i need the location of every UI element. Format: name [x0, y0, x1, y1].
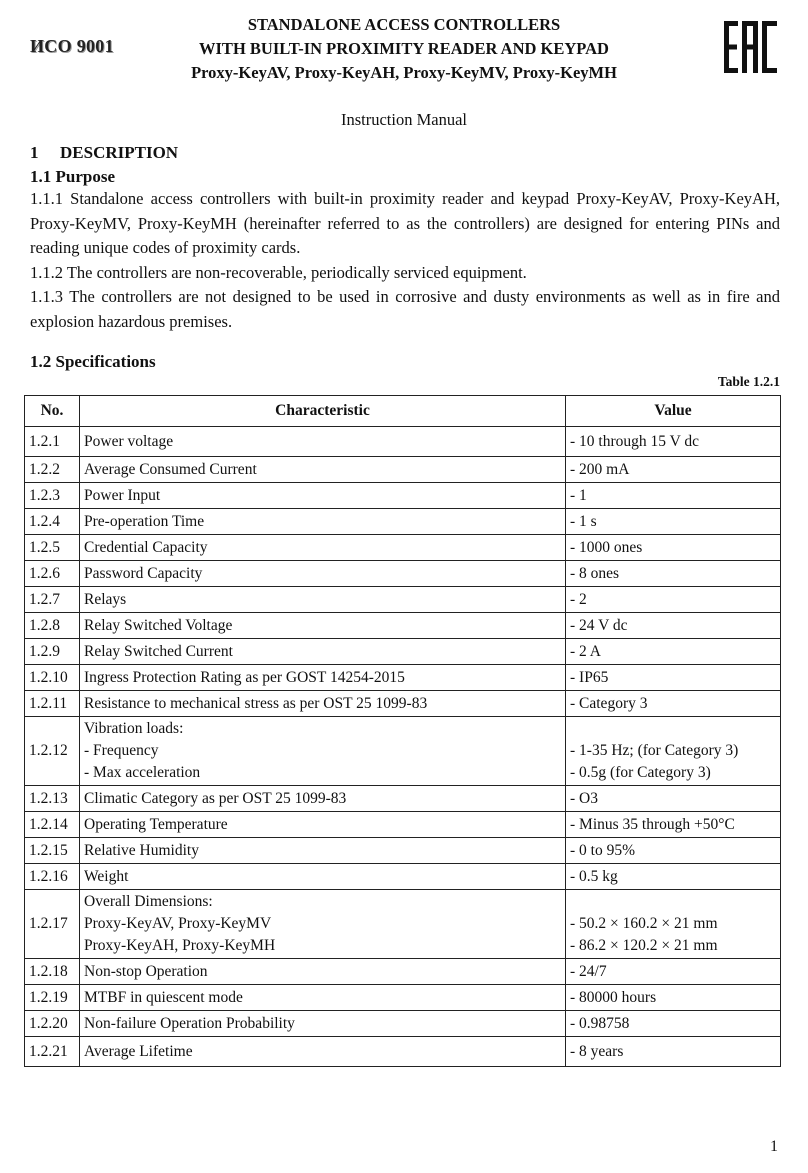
value-line: - 0.98758 — [570, 1014, 630, 1032]
cell-characteristic — [80, 985, 566, 1011]
document-subtitle: Instruction Manual — [340, 110, 467, 129]
value-line: - 10 through 15 V dc — [570, 432, 700, 450]
title-line-1: STANDALONE ACCESS CONTROLLERS — [247, 15, 561, 34]
table-row — [25, 639, 781, 665]
cell-no: 1.2.7 — [25, 587, 80, 613]
cell-value — [566, 1037, 781, 1067]
section-1-title: DESCRIPTION — [60, 143, 179, 162]
table-row — [25, 561, 781, 587]
cell-no: 1.2.3 — [25, 483, 80, 509]
column-header-value: Value — [566, 396, 781, 427]
section-1-heading — [30, 143, 178, 163]
value-line: - 2 A — [570, 642, 601, 660]
value-line: - 80000 hours — [570, 988, 657, 1006]
table-row — [25, 665, 781, 691]
cell-no: 1.2.9 — [25, 639, 80, 665]
cell-no: 1.2.15 — [25, 838, 80, 864]
section-1-number: 1 — [30, 143, 39, 162]
table-row — [25, 812, 781, 838]
value-line: - 0.5 kg — [570, 867, 618, 885]
characteristic-line: Non-failure Operation Probability — [84, 1014, 295, 1032]
table-row — [25, 587, 781, 613]
value-line: - 200 mA — [570, 460, 630, 478]
cell-no: 1.2.17 — [25, 890, 80, 959]
cell-no: 1.2.19 — [25, 985, 80, 1011]
cell-value — [566, 561, 781, 587]
table-row — [25, 985, 781, 1011]
characteristic-line: - Max acceleration — [84, 764, 201, 781]
paragraph-1-1-3: 1.1.3 The controllers are not designed to be used in corrosive and dusty environments as well as in fire and explosion hazardous premises. — [30, 287, 780, 331]
cell-characteristic — [80, 890, 566, 959]
iso-9001-mark: ИСО 9001 — [30, 36, 114, 56]
cell-no: 1.2.13 — [25, 786, 80, 812]
cell-value — [566, 890, 781, 959]
characteristic-line: Vibration loads: — [84, 720, 184, 737]
cell-no: 1.2.5 — [25, 535, 80, 561]
characteristic-line: Relay Switched Voltage — [84, 616, 233, 634]
characteristic-line: Relay Switched Current — [84, 642, 233, 660]
value-line: - 0 to 95% — [570, 841, 636, 859]
value-line: - 1-35 Hz; (for Category 3) — [570, 742, 739, 759]
table-row — [25, 457, 781, 483]
characteristic-line: Password Capacity — [84, 564, 203, 582]
cell-characteristic — [80, 717, 566, 786]
value-line: - 24 V dc — [570, 616, 628, 634]
characteristic-line: Resistance to mechanical stress as per OST 25 1099-83 — [84, 694, 428, 712]
cell-no: 1.2.2 — [25, 457, 80, 483]
table-row — [25, 509, 781, 535]
value-line: - 8 years — [570, 1042, 624, 1060]
table-row — [25, 483, 781, 509]
cell-value — [566, 587, 781, 613]
table-row — [25, 691, 781, 717]
table-row — [25, 838, 781, 864]
cell-value — [566, 786, 781, 812]
cell-characteristic — [80, 864, 566, 890]
cell-no: 1.2.20 — [25, 1011, 80, 1037]
value-line: - Minus 35 through +50°C — [570, 815, 735, 833]
characteristic-line: Overall Dimensions: — [84, 893, 213, 910]
cell-value — [566, 959, 781, 985]
cell-value — [566, 639, 781, 665]
cell-value — [566, 838, 781, 864]
table-row — [25, 1037, 781, 1067]
characteristic-line: Proxy-KeyAH, Proxy-KeyMH — [84, 937, 276, 954]
cell-no: 1.2.14 — [25, 812, 80, 838]
table-row — [25, 717, 781, 786]
value-line: - 86.2 × 120.2 × 21 mm — [570, 937, 718, 954]
value-line: - 2 — [570, 590, 587, 608]
cell-value — [566, 717, 781, 786]
cell-characteristic — [80, 786, 566, 812]
characteristic-line: Average Consumed Current — [84, 460, 257, 478]
cell-characteristic — [80, 561, 566, 587]
cell-characteristic — [80, 535, 566, 561]
table-row — [25, 959, 781, 985]
characteristic-line: MTBF in quiescent mode — [84, 988, 243, 1006]
value-line: - 1000 ones — [570, 538, 643, 556]
cell-value — [566, 665, 781, 691]
characteristic-line: Power Input — [84, 486, 161, 504]
value-line — [570, 718, 776, 740]
table-row — [25, 864, 781, 890]
characteristic-line: Credential Capacity — [84, 538, 208, 556]
characteristic-line: - Frequency — [84, 742, 159, 759]
cell-no: 1.2.1 — [25, 427, 80, 457]
cell-characteristic — [80, 959, 566, 985]
title-line-3-models: Proxy-KeyAV, Proxy-KeyAH, Proxy-KeyMV, Proxy-KeyMH — [191, 63, 617, 82]
cell-value — [566, 1011, 781, 1037]
table-row — [25, 427, 781, 457]
cell-no: 1.2.12 — [25, 717, 80, 786]
characteristic-line: Proxy-KeyAV, Proxy-KeyMV — [84, 915, 272, 932]
cell-characteristic — [80, 587, 566, 613]
cell-value — [566, 427, 781, 457]
table-row — [25, 613, 781, 639]
characteristic-line: Relative Humidity — [84, 841, 199, 859]
cell-no: 1.2.16 — [25, 864, 80, 890]
cell-characteristic — [80, 427, 566, 457]
purpose-paragraphs — [30, 187, 780, 334]
cell-characteristic — [80, 613, 566, 639]
table-row — [25, 1011, 781, 1037]
cell-characteristic — [80, 1037, 566, 1067]
value-line: - 1 s — [570, 512, 597, 530]
table-row — [25, 535, 781, 561]
table-row — [25, 786, 781, 812]
eac-logo-icon — [722, 19, 780, 75]
value-line: - 50.2 × 160.2 × 21 mm — [570, 915, 718, 932]
cell-no: 1.2.21 — [25, 1037, 80, 1067]
cell-characteristic — [80, 665, 566, 691]
cell-characteristic — [80, 509, 566, 535]
cell-characteristic — [80, 483, 566, 509]
characteristic-line: Relays — [84, 590, 127, 608]
page-number: 1 — [770, 1138, 778, 1155]
column-header-characteristic: Characteristic — [80, 396, 566, 427]
characteristic-line: Non-stop Operation — [84, 962, 208, 980]
value-line: - 24/7 — [570, 962, 607, 980]
cell-value — [566, 509, 781, 535]
cell-value — [566, 483, 781, 509]
cell-no: 1.2.8 — [25, 613, 80, 639]
cell-no: 1.2.11 — [25, 691, 80, 717]
value-line: - IP65 — [570, 668, 609, 686]
table-body — [25, 427, 781, 1067]
value-line: - Category 3 — [570, 694, 648, 712]
cell-value — [566, 691, 781, 717]
cell-no: 1.2.18 — [25, 959, 80, 985]
characteristic-line: Power voltage — [84, 432, 174, 450]
section-1-2-heading: 1.2 Specifications — [30, 352, 156, 371]
characteristic-line: Average Lifetime — [84, 1042, 193, 1060]
cell-no: 1.2.10 — [25, 665, 80, 691]
value-line: - 0.5g (for Category 3) — [570, 764, 711, 781]
section-1-1-heading: 1.1 Purpose — [30, 167, 115, 186]
table-header-row — [25, 396, 781, 427]
cell-characteristic — [80, 1011, 566, 1037]
characteristic-line: Weight — [84, 867, 129, 885]
cell-value — [566, 985, 781, 1011]
value-line: - 8 ones — [570, 564, 620, 582]
cell-value — [566, 457, 781, 483]
cell-value — [566, 864, 781, 890]
characteristic-line: Climatic Category as per OST 25 1099-83 — [84, 789, 347, 807]
table-caption: Table 1.2.1 — [717, 374, 780, 389]
cell-value — [566, 812, 781, 838]
cell-no: 1.2.6 — [25, 561, 80, 587]
table-row — [25, 890, 781, 959]
title-line-2: WITH BUILT-IN PROXIMITY READER AND KEYPAD — [199, 39, 609, 58]
cell-characteristic — [80, 639, 566, 665]
cell-value — [566, 535, 781, 561]
paragraph-1-1-2: 1.1.2 The controllers are non-recoverable, periodically serviced equipment. — [30, 262, 527, 282]
value-line: - 1 — [570, 486, 587, 504]
value-line — [570, 891, 776, 913]
specifications-table — [24, 395, 781, 1067]
cell-value — [566, 613, 781, 639]
paragraph-1-1-1: 1.1.1 Standalone access controllers with built-in proximity reader and keypad Proxy-KeyAV, Proxy-KeyAH, Proxy-KeyMV, Proxy-KeyMH (hereinafter referred to as the controllers) are designed for entering PINs and reading unique codes of proximity cards. — [30, 189, 780, 257]
cell-characteristic — [80, 691, 566, 717]
cell-characteristic — [80, 838, 566, 864]
characteristic-line: Pre-operation Time — [84, 512, 205, 530]
characteristic-line: Operating Temperature — [84, 815, 228, 833]
value-line: - O3 — [570, 789, 598, 807]
cell-no: 1.2.4 — [25, 509, 80, 535]
cell-characteristic — [80, 457, 566, 483]
characteristic-line: Ingress Protection Rating as per GOST 14254-2015 — [84, 668, 405, 686]
column-header-no: No. — [25, 396, 80, 427]
cell-characteristic — [80, 812, 566, 838]
